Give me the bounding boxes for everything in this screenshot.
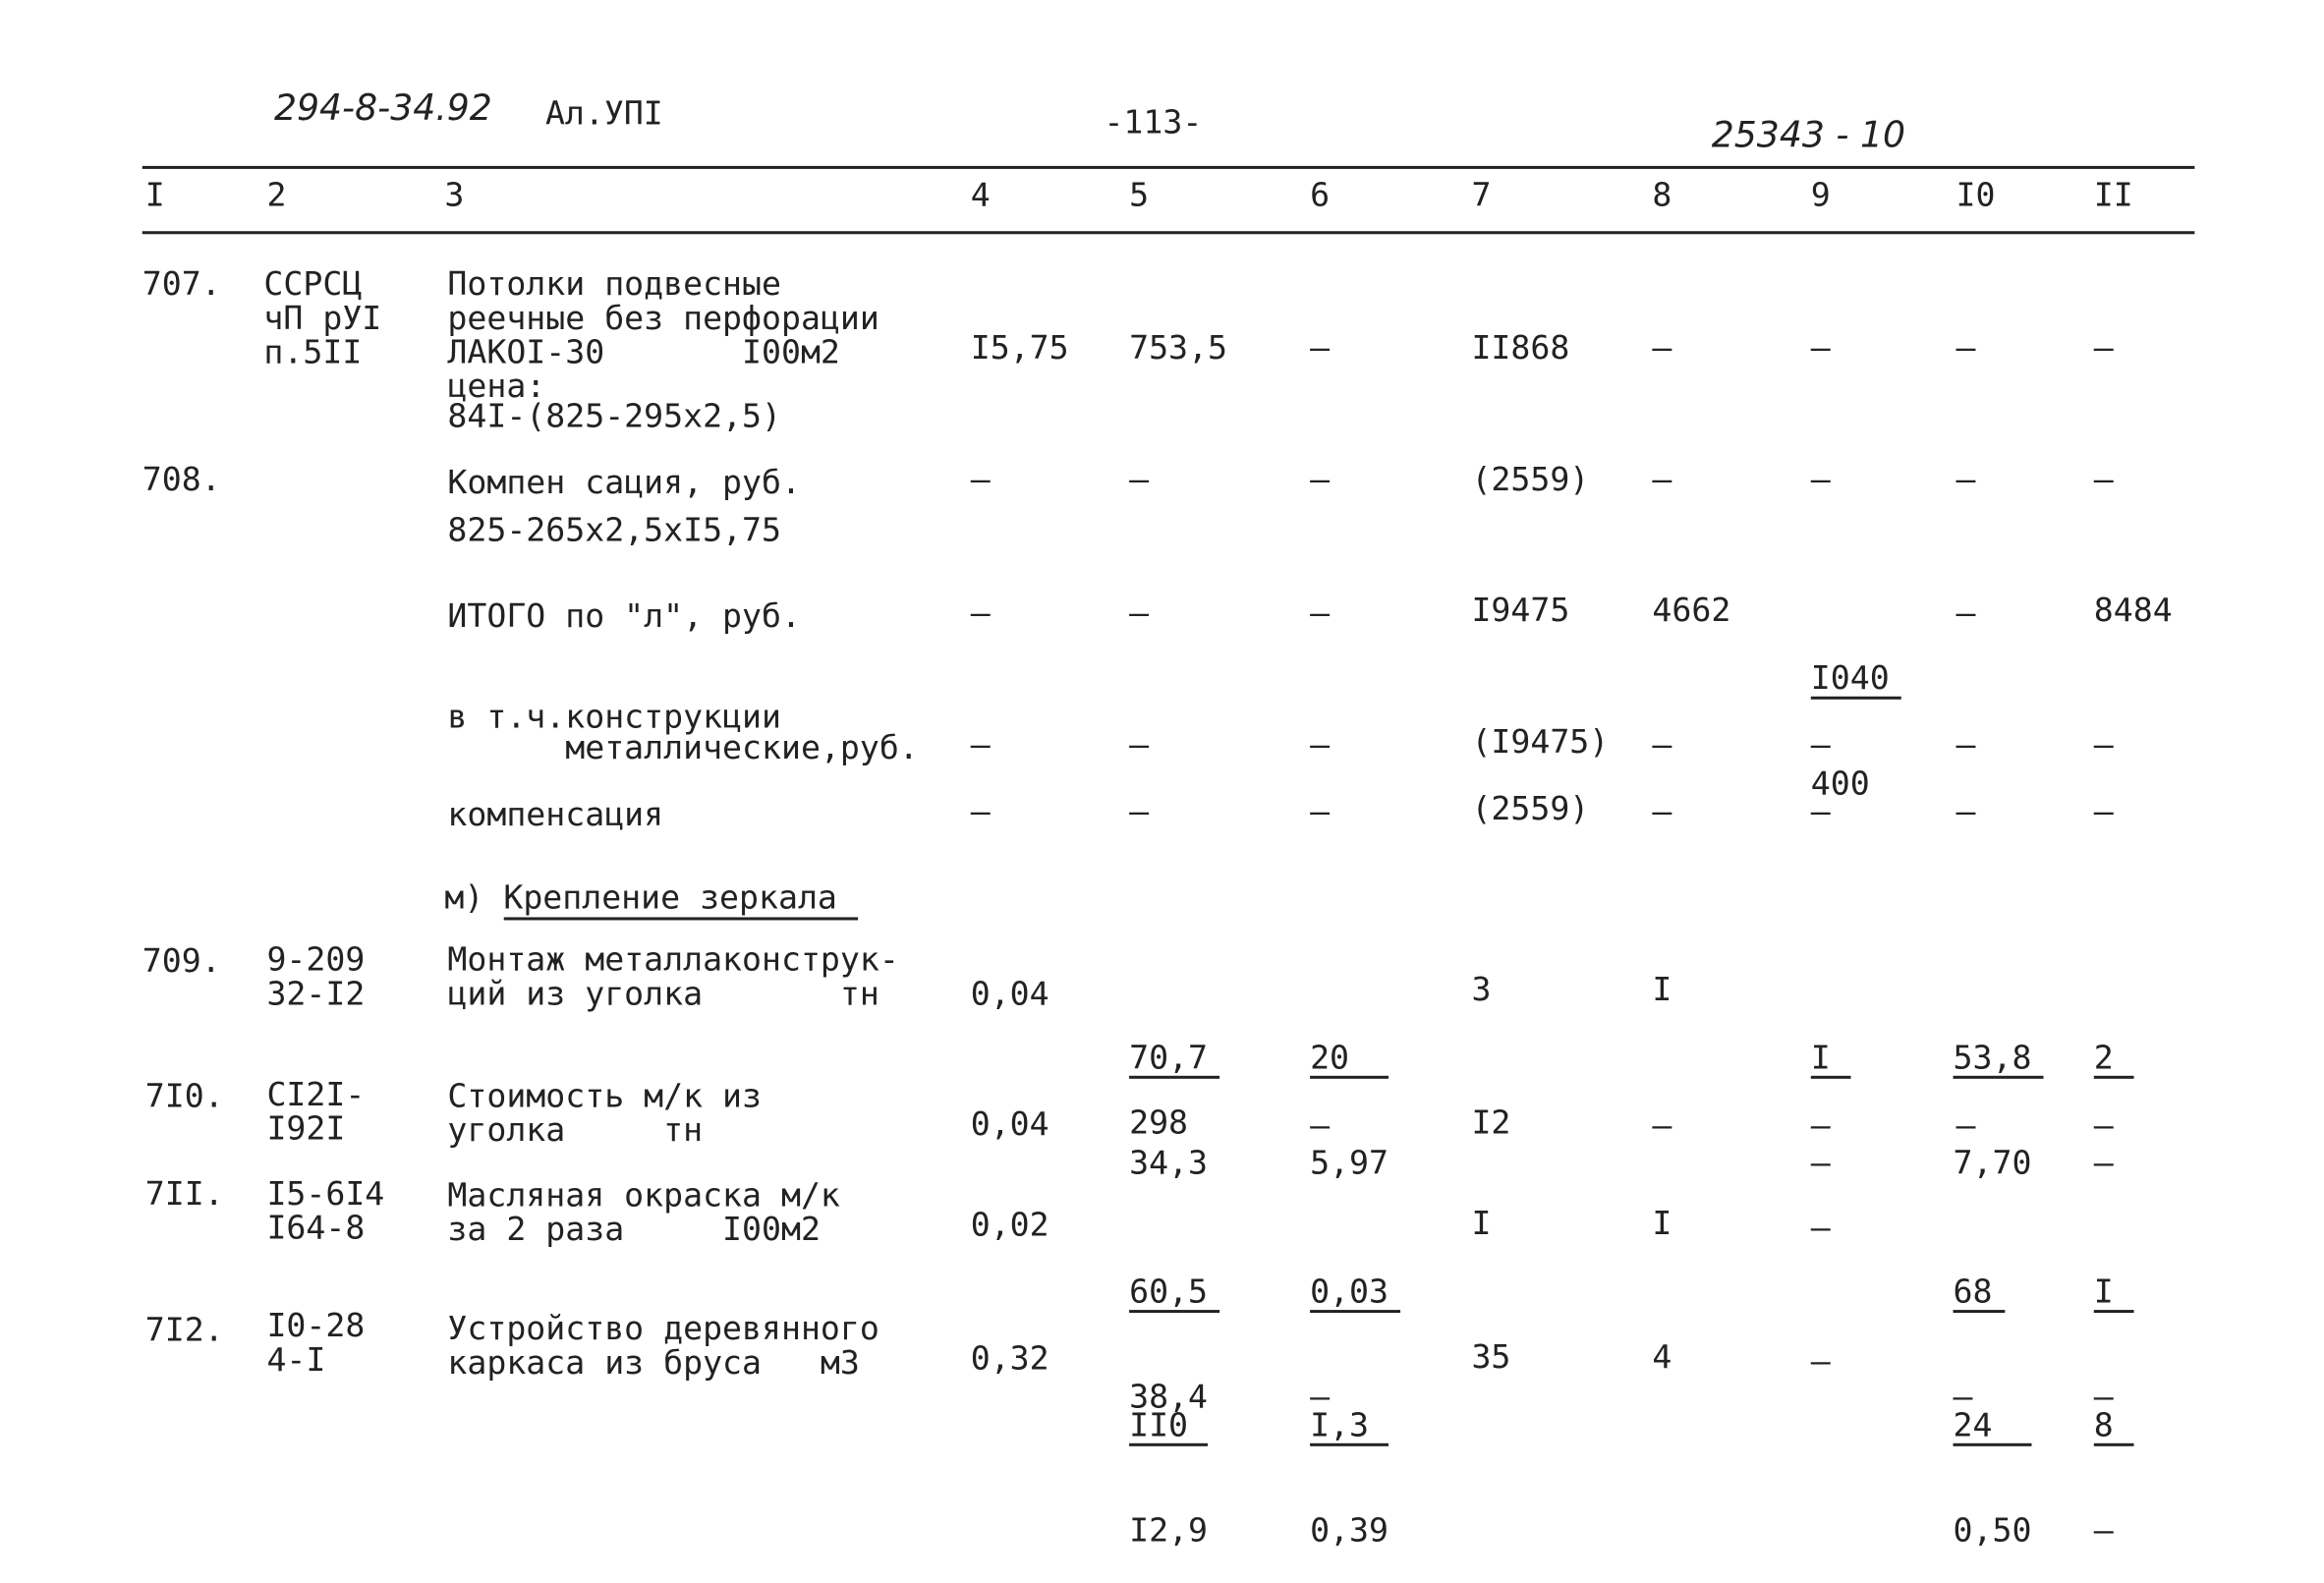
itogo-col11: 8484: [2093, 593, 2173, 630]
row-709-col9-fraction: [1811, 974, 1850, 1216]
row-709-col11-numerator: 2: [2094, 1042, 2133, 1079]
row-709-code-1: 9-209: [266, 942, 366, 980]
col-header-1: I: [144, 177, 165, 215]
row-712-col10-fraction: [1954, 1341, 2032, 1583]
row-711-col7: I: [1471, 1206, 1492, 1244]
row-709-col5-denominator: 34,3: [1129, 1145, 1208, 1183]
row-707-desc-1: Потолки подвесные: [447, 266, 781, 305]
row-712-code-2: 4-I: [266, 1342, 326, 1380]
row-708-col10: –: [1956, 462, 1976, 500]
row-710-col9: –: [1810, 1107, 1831, 1146]
row-712-col9: –: [1810, 1343, 1831, 1382]
row-712-col5-fraction: [1129, 1341, 1208, 1583]
row-709-col5-numerator: 70,7: [1129, 1042, 1219, 1079]
row-707-col9: –: [1810, 330, 1831, 367]
row-712-col10-numerator: 24: [1954, 1409, 2032, 1446]
komp-col11: –: [2093, 794, 2114, 831]
row-712-col11-denominator: –: [2093, 1512, 2114, 1551]
vtch-desc-2: металлические,руб.: [447, 730, 919, 768]
header-bottom-rule: [142, 231, 2195, 234]
row-712-desc-1: Устройство деревянного: [447, 1311, 879, 1349]
row-710-desc-2: уголка тн: [447, 1112, 704, 1151]
col-header-4: 4: [970, 177, 991, 215]
komp-col10: –: [1956, 794, 1976, 831]
row-709-col10-numerator: 53,8: [1954, 1042, 2044, 1079]
row-707-number: 707.: [142, 266, 221, 305]
row-711-col5-denominator: 38,4: [1129, 1379, 1208, 1417]
row-711-code-2: I64-8: [266, 1211, 366, 1248]
row-712-desc-2: каркаса из бруса м3: [447, 1345, 860, 1383]
col-header-11: II: [2093, 177, 2133, 215]
row-707-desc-2: реечные без перфорации: [447, 301, 879, 338]
row-707-col6: –: [1310, 330, 1331, 367]
row-709-number: 709.: [142, 943, 221, 982]
vtch-col11: –: [2093, 727, 2114, 765]
section-m-prefix: м): [444, 879, 484, 918]
row-711-number: 7II.: [144, 1176, 224, 1215]
row-707-code-3: п.5II: [263, 334, 363, 372]
vtch-col10: –: [1956, 727, 1976, 765]
row-707-code-2: чП рУI: [263, 301, 382, 338]
komp-col7: (2559): [1471, 791, 1590, 828]
row-707-col11: –: [2093, 330, 2114, 367]
itogo-col8: 4662: [1652, 593, 1731, 630]
col-header-9: 9: [1810, 177, 1831, 215]
komp-col8: –: [1652, 794, 1672, 831]
row-708-desc-1: Компен сация, руб.: [447, 465, 801, 503]
row-712-code-1: I0-28: [266, 1308, 366, 1346]
doc-number: 25343 - 10: [1711, 114, 1906, 156]
row-709-col5-fraction: [1129, 974, 1219, 1216]
row-710-col8: –: [1652, 1107, 1672, 1146]
row-711-col10-numerator: 68: [1954, 1275, 2005, 1313]
row-709-desc-2: ций из уголка тн: [447, 976, 879, 1014]
row-711-col8: I: [1652, 1206, 1672, 1244]
row-711-col10-denominator: –: [1953, 1379, 1973, 1417]
row-710-col6: –: [1310, 1107, 1331, 1146]
row-708-col7: (2559): [1471, 462, 1590, 500]
row-709-col9-numerator: I: [1811, 1042, 1850, 1079]
itogo-label: ИТОГО по "л", руб.: [447, 598, 801, 636]
itogo-col4: –: [970, 595, 991, 633]
vtch-col9: –: [1810, 727, 1831, 765]
row-710-number: 7I0.: [144, 1078, 224, 1116]
row-712-col5-numerator: II0: [1129, 1409, 1208, 1446]
row-707-desc-3: ЛАКОI-30 I00м2: [447, 334, 840, 372]
col-header-8: 8: [1652, 177, 1672, 215]
row-709-col6-fraction: [1310, 974, 1389, 1216]
col-header-5: 5: [1129, 177, 1150, 215]
itogo-col9-denominator: 400: [1810, 765, 1870, 804]
row-711-col9: –: [1810, 1211, 1831, 1248]
album-label: Ал.УПI: [544, 96, 663, 134]
vtch-col4: –: [970, 727, 991, 765]
vtch-col5: –: [1129, 727, 1150, 765]
komp-label: компенсация: [447, 797, 664, 835]
row-707-desc-5: 84I-(825-295х2,5): [447, 398, 781, 436]
row-709-col11-denominator: –: [2093, 1145, 2114, 1183]
vtch-col6: –: [1310, 727, 1331, 765]
itogo-col10: –: [1956, 595, 1976, 633]
row-711-desc-1: Масляная окраска м/к: [447, 1177, 840, 1216]
row-712-number: 7I2.: [144, 1313, 224, 1350]
row-707-desc-4: цена:: [447, 368, 546, 407]
vtch-col8: –: [1652, 727, 1672, 765]
row-709-col6-numerator: 20: [1310, 1042, 1389, 1079]
row-710-code-2: I92I: [266, 1111, 346, 1149]
komp-col4: –: [970, 794, 991, 831]
row-711-col4: 0,02: [970, 1208, 1049, 1245]
row-708-col8: –: [1652, 462, 1672, 500]
row-709-col10-denominator: 7,70: [1953, 1145, 2032, 1183]
row-712-col11-numerator: 8: [2094, 1409, 2133, 1446]
row-712-col10-denominator: 0,50: [1953, 1512, 2032, 1551]
row-711-col11-numerator: I: [2094, 1275, 2133, 1313]
row-711-col6-numerator: 0,03: [1310, 1275, 1400, 1313]
row-708-col11: –: [2093, 462, 2114, 500]
page-number: -113-: [1104, 105, 1203, 142]
row-709-desc-1: Монтаж металлаконструк-: [447, 942, 899, 980]
row-708-col5: –: [1129, 462, 1150, 500]
row-709-col10-fraction: [1954, 974, 2044, 1216]
row-712-col6-denominator: 0,39: [1310, 1512, 1389, 1551]
row-711-code-1: I5-6I4: [266, 1176, 385, 1215]
row-711-desc-2: за 2 раза I00м2: [447, 1212, 821, 1250]
row-709-col11-fraction: [2094, 974, 2133, 1216]
row-707-col4: I5,75: [970, 330, 1069, 367]
komp-col6: –: [1310, 794, 1331, 831]
row-709-col6-denominator: 5,97: [1310, 1145, 1389, 1183]
col-header-10: I0: [1956, 177, 1996, 215]
row-710-code-1: CI2I-: [266, 1077, 366, 1115]
row-708-desc-2: 825-265х2,5хI5,75: [447, 512, 781, 550]
row-711-col6-denominator: –: [1310, 1379, 1331, 1417]
row-709-code-2: 32-I2: [266, 976, 366, 1014]
row-707-col7: II868: [1471, 330, 1570, 367]
row-710-col7: I2: [1471, 1104, 1511, 1143]
komp-col9: –: [1810, 794, 1831, 831]
row-712-col5-denominator: I2,9: [1129, 1512, 1208, 1551]
itogo-col7: I9475: [1471, 593, 1570, 630]
itogo-col5: –: [1129, 595, 1150, 633]
section-m-heading: [444, 881, 858, 916]
row-710-col11: –: [2093, 1107, 2114, 1146]
itogo-col9-numerator: I040: [1811, 662, 1901, 700]
row-710-col10: –: [1956, 1107, 1976, 1146]
row-709-col8: I: [1652, 972, 1672, 1009]
itogo-col6: –: [1310, 595, 1331, 633]
row-707-code-1: ССРСЦ: [263, 266, 363, 305]
row-709-col4: 0,04: [970, 976, 1049, 1014]
col-header-2: 2: [266, 177, 287, 215]
row-707-col8: –: [1652, 330, 1672, 367]
vtch-col7: (I9475): [1471, 724, 1610, 763]
row-710-col4: 0,04: [970, 1106, 1049, 1145]
header-top-rule: [142, 166, 2195, 169]
row-710-col5: 298: [1129, 1104, 1189, 1143]
section-m-title: Крепление зеркала: [503, 880, 858, 921]
row-712-col7: 35: [1471, 1339, 1511, 1377]
row-710-desc-1: Стоимость м/к из: [447, 1078, 762, 1116]
row-709-col7: 3: [1471, 972, 1492, 1009]
row-708-col4: –: [970, 462, 991, 500]
row-712-col8: 4: [1652, 1339, 1672, 1377]
komp-col5: –: [1129, 794, 1150, 831]
row-707-col10: –: [1956, 330, 1976, 367]
row-712-col11-fraction: [2094, 1341, 2133, 1583]
row-708-col9: –: [1810, 462, 1831, 500]
row-712-col6-fraction: [1310, 1341, 1389, 1583]
row-708-col6: –: [1310, 462, 1331, 500]
row-707-col5: 753,5: [1129, 330, 1227, 367]
col-header-7: 7: [1471, 177, 1492, 215]
vtch-desc-1: в т.ч.конструкции: [447, 699, 781, 737]
row-709-col9-denominator: –: [1810, 1145, 1831, 1183]
row-712-col4: 0,32: [970, 1340, 1049, 1379]
row-711-col5-numerator: 60,5: [1129, 1275, 1219, 1313]
doc-code: 294-8-34.92: [273, 86, 492, 130]
row-711-col11-denominator: –: [2093, 1379, 2114, 1417]
col-header-6: 6: [1310, 177, 1331, 215]
row-712-col6-numerator: I,3: [1310, 1409, 1389, 1446]
row-708-number: 708.: [142, 462, 221, 500]
col-header-3: 3: [444, 177, 465, 215]
